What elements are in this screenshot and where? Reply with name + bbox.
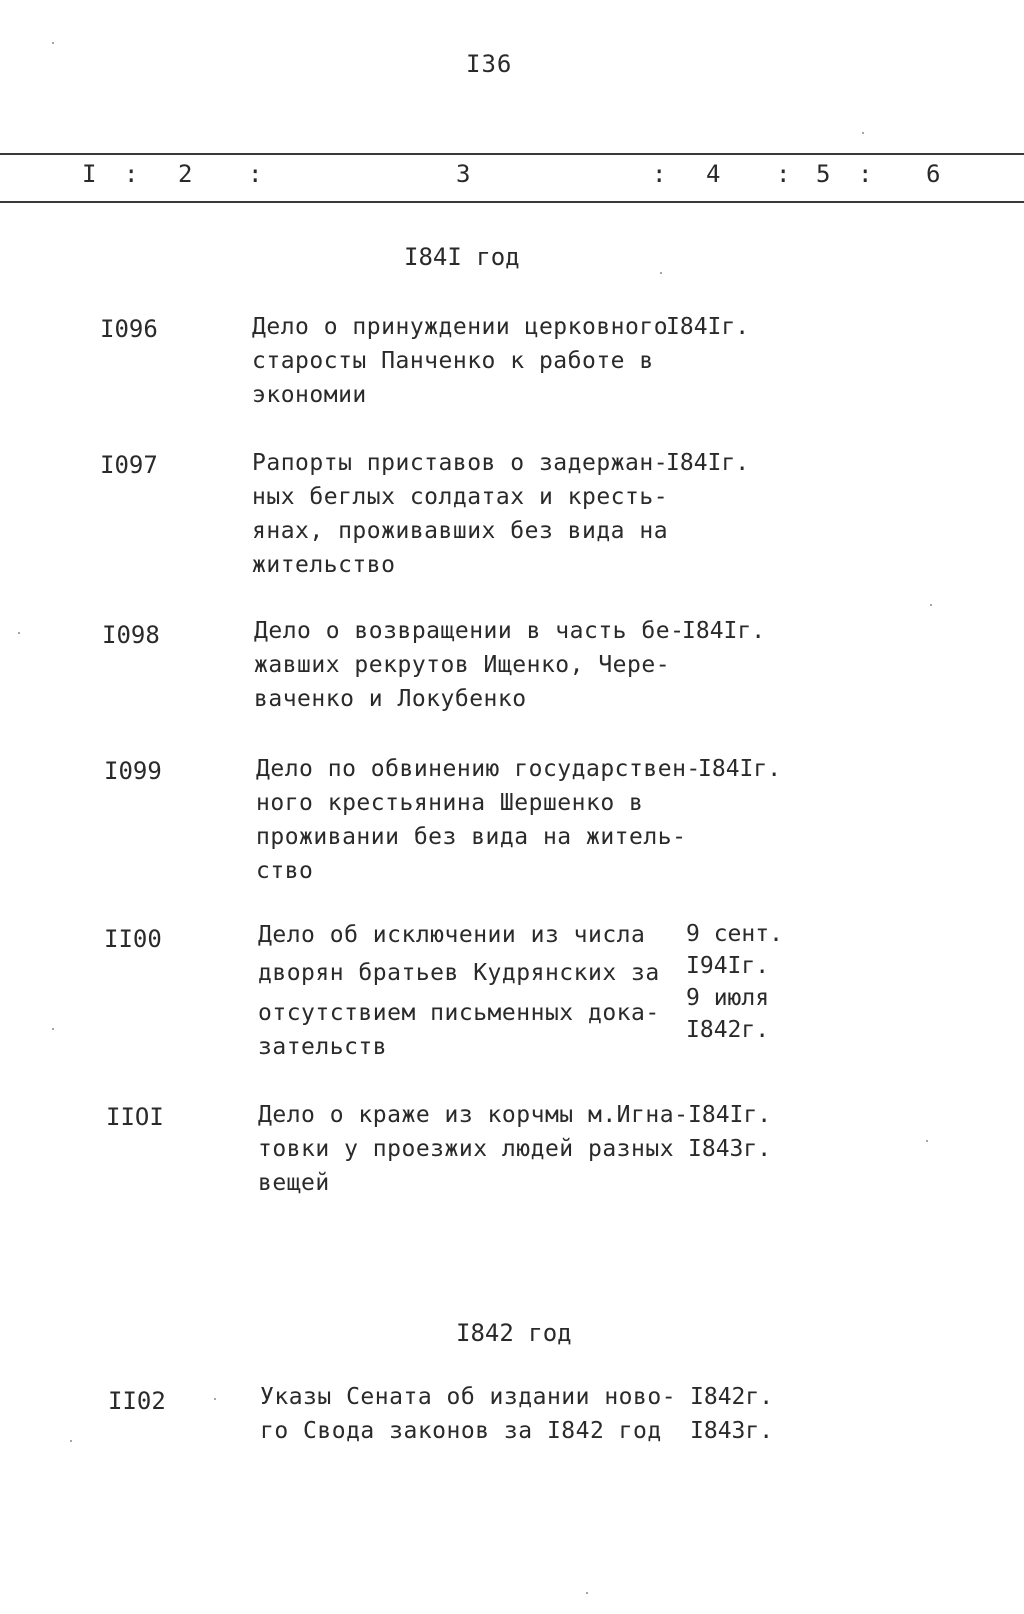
entry-title [258, 1098, 688, 1200]
entry-title-line: ных беглых солдатах и кресть- [252, 484, 669, 510]
column-separator: : [652, 160, 667, 188]
entry-date: I843г. [690, 1418, 774, 1444]
scan-speck [926, 1140, 928, 1142]
entry-title-line: ного крестьянина Шершенко в [256, 790, 644, 816]
table-header-bottom-rule [0, 201, 1024, 203]
entry-number: I096 [100, 315, 158, 343]
scan-speck [586, 1592, 588, 1594]
entry-title-line: старосты Панченко к работе в [252, 348, 654, 374]
entry-date: I84Iг. [666, 450, 750, 476]
entry-dates [698, 752, 781, 786]
entry-number: II02 [108, 1387, 166, 1415]
entry-title-line: проживании без вида на житель- [256, 824, 687, 850]
entry-dates [682, 614, 765, 648]
entry-number: IIOI [106, 1103, 164, 1131]
entry-title-line: Дело о возвращении в часть бе- [254, 618, 685, 644]
column-header-4: 4 [706, 160, 721, 188]
entry-title-line: ство [256, 858, 314, 884]
entry-number: I099 [104, 757, 162, 785]
scan-speck [214, 1398, 216, 1400]
entry-title-line: Рапорты приставов о задержан- [252, 450, 669, 476]
entry-title-line: вещей [258, 1170, 330, 1196]
entry-dates [686, 918, 783, 1046]
entry-number: I098 [102, 621, 160, 649]
entry-date: I84Iг. [666, 314, 750, 340]
entry-title-line: экономии [252, 382, 367, 408]
entry-title-line: жительство [252, 552, 396, 578]
column-separator: : [858, 160, 873, 188]
column-separator: : [124, 160, 139, 188]
entry-title-line: Дело об исключении из числа [258, 922, 646, 948]
scan-speck [52, 1028, 54, 1030]
column-header-1: I [82, 160, 97, 188]
entry-title [260, 1380, 676, 1448]
entry-title-line: го Свода законов за I842 год [260, 1418, 662, 1444]
column-header-3: 3 [456, 160, 471, 188]
entry-title-line: отсутствием письменных дока- [258, 1000, 660, 1026]
entry-title [258, 918, 660, 1064]
entry-date: I94Iг. [686, 953, 770, 979]
entry-dates [666, 446, 749, 480]
scan-speck [70, 1440, 72, 1442]
entry-title-line: товки у проезжих людей разных [258, 1136, 675, 1162]
entry-title [256, 752, 701, 888]
entry-date: 9 сент. [686, 921, 783, 947]
entry-title-line: жавших рекрутов Ищенко, Чере- [254, 652, 671, 678]
column-header-5: 5 [816, 160, 831, 188]
entry-title [252, 310, 668, 412]
entry-title-line: Дело о краже из корчмы м.Игна- [258, 1102, 689, 1128]
scan-speck [660, 272, 662, 274]
scan-speck [862, 132, 864, 134]
entry-title-line: ваченко и Локубенко [254, 686, 527, 712]
entry-number: I097 [100, 451, 158, 479]
entry-date: I842г. [686, 1017, 770, 1043]
page-number: I36 [466, 50, 513, 78]
entry-title-line: янах, проживавших без вида на [252, 518, 669, 544]
entry-dates [690, 1380, 773, 1448]
column-separator: : [248, 160, 263, 188]
entry-title-line: зательств [258, 1034, 388, 1060]
scan-speck [930, 604, 932, 606]
section-heading-1842: I842 год [456, 1319, 572, 1347]
entry-title [252, 446, 668, 582]
entry-title-line: дворян братьев Кудрянских за [258, 960, 660, 986]
entry-title-line: Указы Сената об издании ново- [260, 1384, 677, 1410]
scan-speck [18, 632, 20, 634]
entry-date: 9 июля [686, 985, 770, 1011]
entry-title-line: Дело по обвинению государствен- [256, 756, 701, 782]
entry-dates [688, 1098, 771, 1166]
entry-date: I84Iг. [682, 618, 766, 644]
scan-speck [52, 42, 54, 44]
entry-date: I843г. [688, 1136, 772, 1162]
section-heading-1841: I84I год [404, 243, 520, 271]
entry-date: I842г. [690, 1384, 774, 1410]
column-header-6: 6 [926, 160, 941, 188]
entry-title-line: Дело о принуждении церковного [252, 314, 669, 340]
column-separator: : [776, 160, 791, 188]
entry-title [254, 614, 684, 716]
table-header-top-rule [0, 153, 1024, 155]
entry-dates [666, 310, 749, 344]
column-header-2: 2 [178, 160, 193, 188]
entry-date: I84Iг. [688, 1102, 772, 1128]
entry-date: I84Iг. [698, 756, 782, 782]
entry-number: II00 [104, 925, 162, 953]
